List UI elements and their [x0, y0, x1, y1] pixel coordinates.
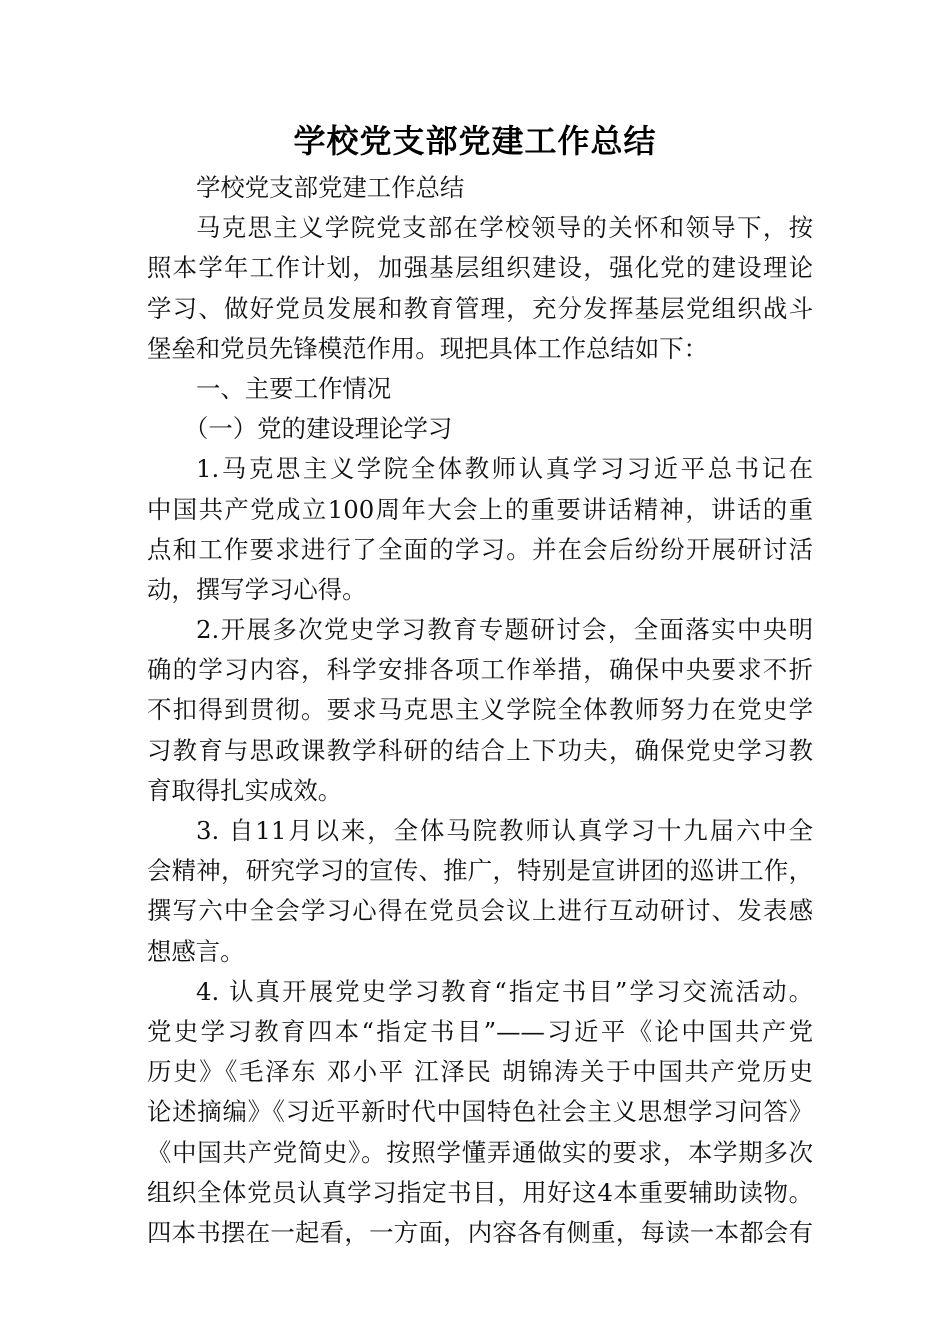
body-line: 3. 自11月以来，全体马院教师认真学习十九届六中全	[196, 816, 813, 845]
body-line: 点和工作要求进行了全面的学习。并在会后纷纷开展研讨活	[147, 534, 813, 564]
body-line: 一、主要工作情况	[196, 373, 392, 403]
body-line: 确的学习内容，科学安排各项工作举措，确保中央要求不折	[147, 655, 813, 685]
body-line: 不扣得到贯彻。要求马克思主义学院全体教师努力在党史学	[147, 695, 813, 725]
body-line: 照本学年工作计划，加强基层组织建设，强化党的建设理论	[147, 253, 813, 283]
body-line: 《中国共产党简史》。按照学懂弄通做实的要求，本学期多次	[147, 1137, 813, 1167]
body-line: 论述摘编》《习近平新时代中国特色社会主义思想学习问答》	[147, 1097, 813, 1127]
body-line: 学习、做好党员发展和教育管理，充分发挥基层党组织战斗	[147, 293, 813, 323]
body-line: 学校党支部党建工作总结	[196, 173, 465, 202]
body-line: （一）党的建设理论学习	[184, 414, 453, 444]
body-line: 4. 认真开展党史学习教育“指定书目”学习交流活动。	[196, 976, 813, 1006]
body-line: 马克思主义学院党支部在学校领导的关怀和领导下，按	[196, 213, 813, 243]
body-line: 堡垒和党员先锋模范作用。现把具体工作总结如下：	[147, 333, 708, 363]
body-line: 组织全体党员认真学习指定书目，用好这4本重要辅助读物。	[147, 1177, 813, 1207]
body-line: 动，撰写学习心得。	[147, 574, 367, 604]
body-line: 四本书摆在一起看，一方面，内容各有侧重，每读一本都会有	[147, 1217, 813, 1247]
body-line: 撰写六中全会学习心得在党员会议上进行互动研讨、发表感	[147, 896, 813, 926]
body-line: 党史学习教育四本“指定书目”——习近平《论中国共产党	[147, 1016, 813, 1046]
body-line: 会精神，研究学习的宣传、推广，特别是宣讲团的巡讲工作，	[147, 856, 813, 886]
body-line: 历史》《毛泽东 邓小平 江泽民 胡锦涛关于中国共产党历史	[147, 1057, 813, 1087]
document-body	[147, 168, 813, 1253]
body-line: 习教育与思政课教学科研的结合上下功夫，确保党史学习教	[147, 735, 813, 765]
body-line: 2.开展多次党史学习教育专题研讨会，全面落实中央明	[196, 615, 813, 645]
body-line: 育取得扎实成效。	[147, 775, 343, 805]
body-line: 中国共产党成立100周年大会上的重要讲话精神，讲话的重	[147, 494, 813, 524]
document-title: 学校党支部党建工作总结	[293, 122, 657, 160]
body-line: 想感言。	[147, 936, 245, 966]
body-line: 1.马克思主义学院全体教师认真学习习近平总书记在	[196, 454, 813, 484]
